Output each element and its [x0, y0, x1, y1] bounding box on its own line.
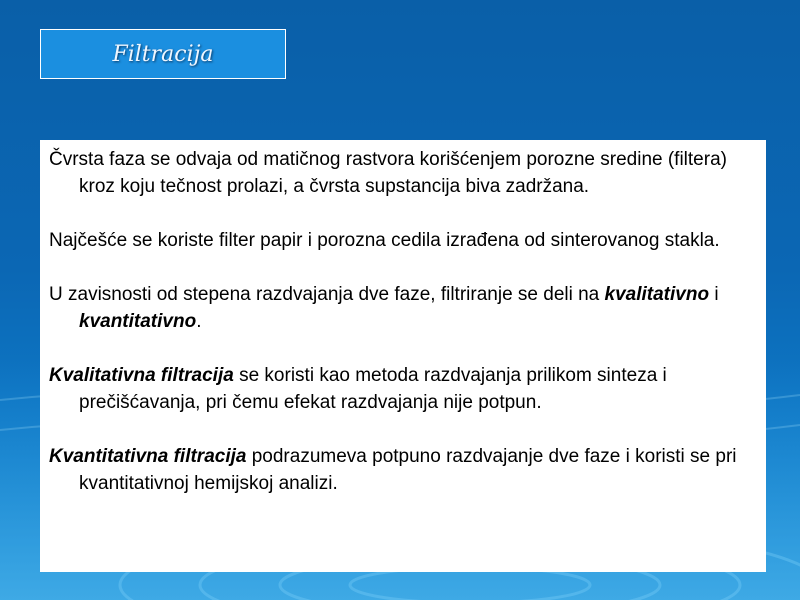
paragraph-2 [49, 227, 755, 254]
paragraph-3 [49, 281, 755, 335]
paragraph-3-emphasis-2: kvantitativno [79, 311, 197, 332]
paragraph-3-pre: U zavisnosti od stepena razdvajanja dve faze, filtriranje se deli na [49, 284, 605, 305]
paragraph-4 [49, 362, 755, 416]
paragraph-4-text: se koristi kao metoda razdvajanja prilikom sinteza i prečišćavanja, pri čemu efekat razdvajanja nije potpun. [79, 365, 667, 413]
paragraph-3-post: . [196, 311, 202, 332]
slide-title: Filtracija [112, 41, 214, 67]
paragraph-5 [49, 443, 755, 497]
paragraph-1 [49, 146, 755, 200]
content-box [40, 140, 766, 572]
paragraph-2-text: Najčešće se koriste filter papir i porozna cedila izrađena od sinterovanog stakla. [49, 230, 720, 251]
paragraph-5-emphasis: Kvantitativna filtracija [49, 446, 247, 467]
slide-title-box [40, 29, 286, 79]
paragraph-3-mid: i [709, 284, 719, 305]
paragraph-3-emphasis-1: kvalitativno [604, 284, 710, 305]
paragraph-1-text: Čvrsta faza se odvaja od matičnog rastvora korišćenjem porozne sredine (filtera) kroz koju tečnost prolazi, a čvrsta supstancija biva zadržana. [49, 149, 727, 197]
paragraph-4-emphasis: Kvalitativna filtracija [49, 365, 234, 386]
paragraph-5-text: podrazumeva potpuno razdvajanje dve faze i koristi se pri kvantitativnoj hemijskoj analizi. [79, 446, 737, 494]
